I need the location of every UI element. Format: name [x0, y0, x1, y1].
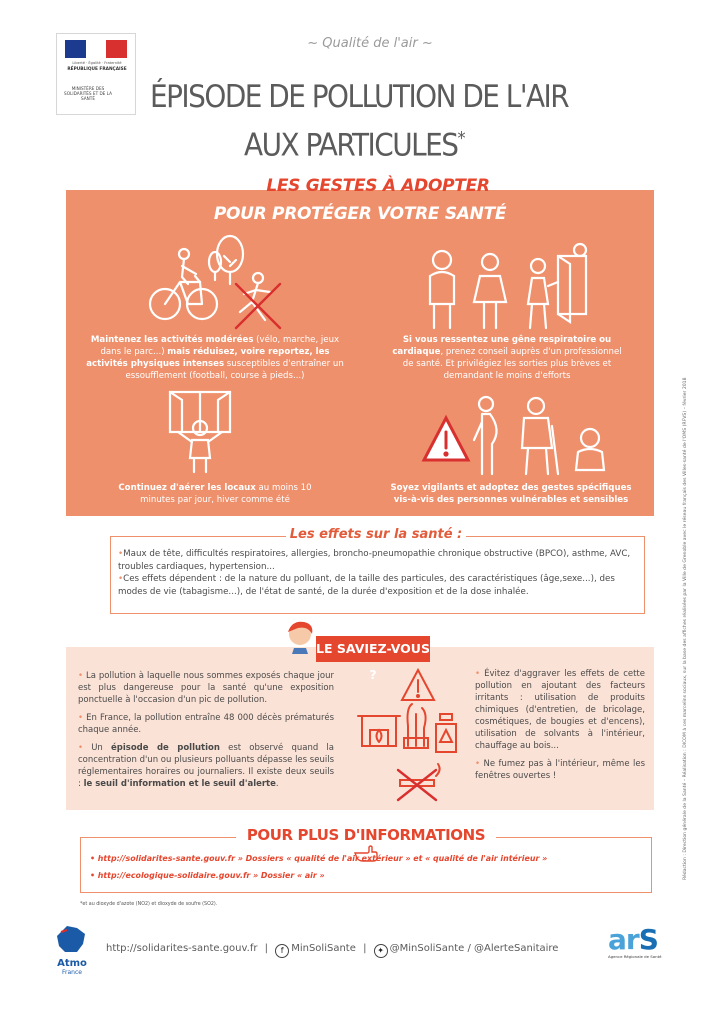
tip-activities-bold-a: Maintenez les activités modérées — [90, 335, 254, 345]
gestes-heading-1: LES GESTES À ADOPTER — [266, 176, 490, 196]
bicycle-icon — [150, 249, 217, 319]
tip-activities — [86, 334, 344, 382]
footer-twitter[interactable]: @MinSoliSante — [389, 943, 465, 954]
vulnerable-people-illustration — [420, 394, 620, 478]
side-credit: Rédaction : Direction générale de la Santé – Réalisation : DICOM à ces marcelins sociaux, sur la base des affiches réalisées par la Ville de Grenoble avec le réseau français des Villes-santé de l'OMS (RFVS) – février 2018 — [683, 377, 688, 880]
effets-title: Les effets sur la santé : — [286, 527, 466, 542]
saviez-left-p2: En France, la pollution entraîne 48 000 décès prématurés chaque année. — [78, 713, 334, 735]
woman-icon — [474, 254, 506, 328]
tip-activities-text-b: susceptibles d'entraîner un essoufflement (football, course à pieds...) — [125, 359, 344, 381]
person-icon — [430, 251, 454, 328]
ars-logo-b: S — [638, 923, 658, 956]
chemical-bottle-icon — [436, 714, 456, 752]
saviez-badge: LE SAVIEZ-VOUS ? — [316, 636, 430, 662]
bike-runner-illustration — [140, 232, 290, 332]
tip-respiratory — [386, 334, 628, 382]
saviez-left-p3-end: . — [275, 779, 279, 789]
twitter-icon: ✦ — [374, 944, 388, 958]
footer-twitter-2[interactable]: @AlerteSanitaire — [474, 943, 559, 954]
info-links — [90, 854, 650, 880]
republique-francaise-logo — [56, 33, 136, 115]
fireplace-icon — [358, 716, 400, 746]
saviez-left-column: • La pollution à laquelle nous sommes exposés chaque jour est plus dangereuse pour la santé qu'une exposition ponctuelle à l'occasion d'un pic de pollution. • En France, la pollution entraîne 48 000 décès prématurés chaque année. • Un épisode de pollution est observé quand la concentration d'un ou plusieurs polluants dépasse les seuils réglementaires horaires ou journaliers. Il existe deux seuils : le seuil d'information et le seuil d'alerte. — [78, 671, 335, 789]
effets-item-1: Maux de tête, difficultés respiratoires, allergies, broncho-pneumopathie chronique obstructive (BPCO), asthme, AVC, troubles cardiaques, hypertension... — [118, 549, 631, 572]
baby-icon — [576, 429, 604, 470]
tip-activities-text-a: (vélo, marche, jeux dans le parc...) — [100, 335, 340, 357]
saviez-left-p3-pre: Un — [91, 743, 111, 753]
ars-logo-a: ar — [608, 923, 639, 956]
title-asterisk: * — [457, 128, 465, 149]
tip-respiratory-text: , prenez conseil auprès d'un professionnel de santé. Et privilégiez les sorties plus brèves et demandant le moins d'efforts — [402, 347, 622, 381]
footer-links: http://solidarites-sante.gouv.fr | f MinSoliSante | ✦ @MinSoliSante / @AlerteSanitaire — [106, 943, 558, 958]
ars-sub: Agence Régionale de Santé — [608, 954, 662, 959]
ministry-name: MINISTÈRE DES SOLIDARITÉS ET DE LA SANTÉ — [64, 86, 112, 101]
tip-airing — [110, 482, 320, 506]
atmo-country: France — [62, 969, 82, 976]
effets-item-2: Ces effets dépendent : de la nature du polluant, de la taille des particules, des caractéristiques (âge,sexe...), des modes de vie (tabagisme...), de l'état de santé, de la durée d'exposition et de la dose inhalée. — [118, 574, 615, 597]
saviez-left-p3-bold: épisode de pollution — [111, 743, 220, 753]
effets-text: •Maux de tête, difficultés respiratoires, allergies, broncho-pneumopathie chronique obstructive (BPCO), asthme, AVC, troubles cardiaques, hypertension... •Ces effets dépendent : de la nature du polluant, de la taille des particules, des caractéristiques (âge,sexe...), des modes de vie (tabagisme...), de l'état de santé, de la durée d'exposition et de la dose inhalée. — [118, 549, 631, 597]
window-illustration — [162, 388, 242, 474]
warning-icon — [402, 670, 434, 700]
atmo-name: Atmo — [57, 958, 87, 969]
saviez-right-p2: Ne fumez pas à l'intérieur, même les fenêtres ouvertes ! — [475, 759, 646, 781]
saviez-left-p3-bold2: le seuil d'information et le seuil d'alerte — [83, 779, 276, 789]
info-link-2[interactable]: • http://ecologique-solidaire.gouv.fr » Dossier « air » — [90, 871, 325, 880]
title-line-1: ÉPISODE DE POLLUTION DE L'AIR — [150, 79, 569, 115]
saviez-left-p1: La pollution à laquelle nous sommes exposés chaque jour est plus dangereuse pour la santé qu'une exposition ponctuelle à l'occasion d'un pic de pollution. — [78, 671, 335, 705]
candles-icon — [404, 704, 428, 748]
tree-icon — [209, 236, 243, 284]
tip-vulnerable — [386, 482, 636, 506]
elderly-cane-icon — [522, 398, 558, 474]
irritants-illustration — [356, 668, 468, 808]
info-title-text: POUR PLUS D'INFORMATIONS — [246, 826, 486, 844]
footer-facebook[interactable]: MinSoliSante — [291, 943, 356, 954]
door-icon — [558, 244, 586, 322]
ars-logo — [608, 923, 678, 959]
pregnant-woman-icon — [474, 397, 497, 474]
info-link-1[interactable]: • http://solidarites-sante.gouv.fr » Dossiers « qualité de l'air extérieur » et « qualité de l'air intérieur » — [90, 854, 548, 863]
marianne-flag-icon — [65, 40, 127, 58]
thinking-person-icon — [282, 618, 318, 654]
saviez-right-p1: Évitez d'aggraver les effets de cette pollution en ajoutant des facteurs irritants : utilisation de produits chimiques (d'entretien, de bricolage, cosmétiques, de bougies et d'encens), utilisation de solvants à l'intérieur, chauffage au bois... — [475, 669, 645, 751]
footnote: *et au dioxyde d'azote (NO2) et dioxyde de soufre (SO2). — [80, 902, 218, 907]
saviez-right-column: • Évitez d'aggraver les effets de cette pollution en ajoutant des facteurs irritants : utilisation de produits chimiques (d'entretien, de bricolage, cosmétiques, de bougies et d'encens), utilisation de solvants à l'intérieur, chauffage au bois... • Ne fumez pas à l'intérieur, même les fenêtres ouvertes ! — [475, 669, 646, 781]
logo-republic: RÉPUBLIQUE FRANÇAISE — [67, 67, 127, 72]
facebook-icon: f — [275, 944, 289, 958]
tip-respiratory-bold: Si vous ressentez une gêne respiratoire ou cardiaque — [392, 335, 612, 357]
tip-vulnerable-bold: Soyez vigilants et adoptez des gestes spécifiques vis-à-vis des personnes vulnérables et sensibles — [390, 483, 632, 505]
saviez-left-p3-mid: est observé quand la concentration d'un ou plusieurs polluants dépasse les seuils réglementaires horaires ou journaliers. Il existe deux seuils : — [78, 743, 335, 789]
logo-motto: Liberté · Égalité · Fraternité — [72, 61, 122, 65]
title-line-2: AUX PARTICULES — [244, 127, 458, 164]
tip-airing-text: au moins 10 minutes par jour, hiver comme été — [140, 483, 312, 505]
page-title — [150, 76, 630, 166]
tip-airing-bold: Continuez d'aérer les locaux — [118, 483, 256, 493]
people-door-illustration — [420, 242, 610, 332]
elder-icon — [528, 259, 558, 328]
kicker: ~ Qualité de l'air ~ — [307, 36, 433, 51]
gestes-heading-2: POUR PROTÉGER VOTRE SANTÉ — [213, 204, 507, 224]
open-window-icon — [170, 392, 230, 432]
france-map-icon — [53, 924, 91, 954]
tip-activities-bold-b: mais réduisez, voire reportez, les activités physiques intenses — [86, 347, 330, 369]
footer-link-site[interactable]: http://solidarites-sante.gouv.fr — [106, 943, 258, 954]
warning-icon — [424, 418, 468, 460]
atmo-france-logo — [50, 924, 94, 976]
